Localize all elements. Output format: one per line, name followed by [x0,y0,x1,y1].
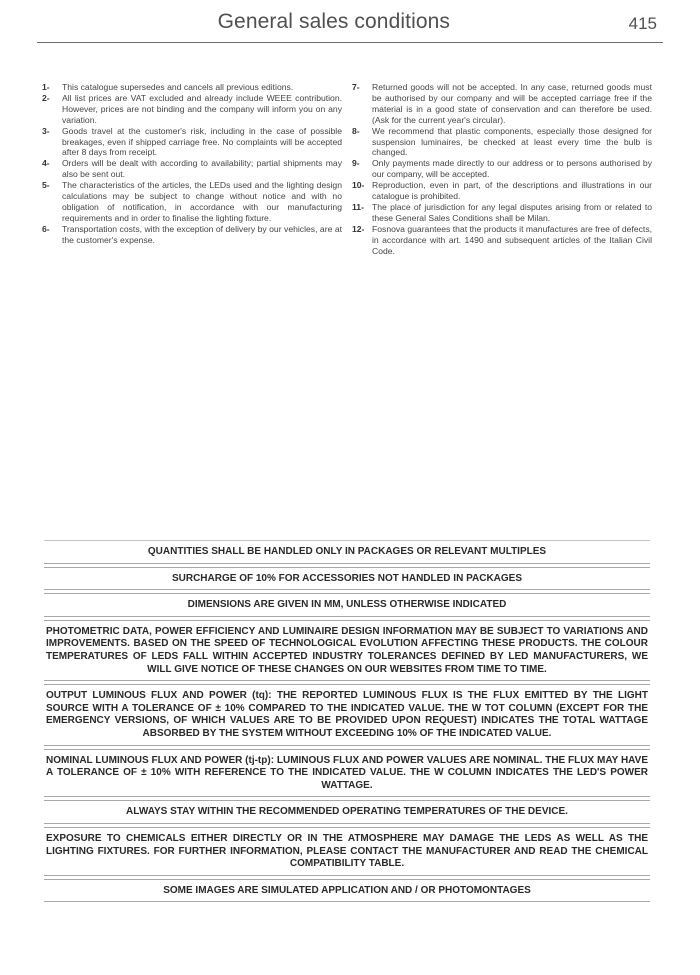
condition-text: Goods travel at the customer's risk, including in the case of possible breakages, even if shipped carriage free. No complaints will be accepted after 8 days from receipt. [62,125,342,158]
condition-number: 2- [42,92,50,103]
condition-item [42,126,342,159]
condition-item [42,224,342,246]
notice-simulated-images: SOME IMAGES ARE SIMULATED APPLICATION AND / OR PHOTOMONTAGES [44,879,650,903]
condition-text: Returned goods will not be accepted. In any case, returned goods must be authorised by our company and will be accepted carriage free if the material is in a good state of conservation and can therefore be used. (Ask for the current year's circular). [372,82,652,125]
condition-number: 4- [42,158,50,169]
condition-item [42,82,342,93]
condition-text: This catalogue supersedes and cancels all previous editions. [62,82,294,92]
notice-nominal-flux: NOMINAL LUMINOUS FLUX AND POWER (tj-tp): LUMINOUS FLUX AND POWER VALUES ARE NOMINAL. THE FLUX MAY HAVE A TOLERANCE OF ± 10% WITH REFERENCE TO THE INDICATED VALUE. THE W COLUMN INDICATES THE LED'S POWER WATTAGE. [44,749,650,798]
condition-item [42,93,342,126]
notice-surcharge: SURCHARGE OF 10% FOR ACCESSORIES NOT HANDLED IN PACKAGES [44,567,650,591]
condition-number: 5- [42,180,50,191]
condition-item [352,126,652,159]
notices-section [44,540,650,905]
condition-item [352,158,652,180]
notice-chemical-exposure: EXPOSURE TO CHEMICALS EITHER DIRECTLY OR IN THE ATMOSPHERE MAY DAMAGE THE LEDS AS WELL AS THE LIGHTING FIXTURES. FOR FURTHER INFORMATION, PLEASE CONTACT THE MANUFACTURER AND READ THE CHEMICAL COMPATIBILITY TABLE. [44,827,650,876]
condition-text: Fosnova guarantees that the products it manufactures are free of defects, in accordance with art. 1490 and subsequent articles of the Italian Civil Code. [372,223,652,256]
notice-photometric-data: PHOTOMETRIC DATA, POWER EFFICIENCY AND LUMINAIRE DESIGN INFORMATION MAY BE SUBJECT TO VARIATIONS AND IMPROVEMENTS. BASED ON THE SPEED OF TECHNOLOGICAL EVOLUTION AFFECTING THESE PRODUCTS. THE COLOUR TEMPERATURES OF LEDS FALL WITHIN ACCEPTED INDUSTRY TOLERANCES DEFINED BY LED MANUFACTURERS, WE WILL GIVE NOTICE OF THESE CHANGES ON OUR WEBSITES FROM TIME TO TIME. [44,620,650,681]
condition-number: 8- [352,125,360,136]
notice-operating-temperatures: ALWAYS STAY WITHIN THE RECOMMENDED OPERATING TEMPERATURES OF THE DEVICE. [44,800,650,824]
notice-packages: QUANTITIES SHALL BE HANDLED ONLY IN PACKAGES OR RELEVANT MULTIPLES [44,540,650,564]
condition-number: 6- [42,223,50,234]
page-header [37,0,663,43]
condition-text: We recommend that plastic components, especially those designed for suspension luminaires, be checked at least every time the bulb is changed. [372,125,652,158]
condition-item [42,180,342,224]
condition-item [352,224,652,257]
condition-number: 3- [42,125,50,136]
condition-number: 11- [352,201,364,212]
notice-dimensions: DIMENSIONS ARE GIVEN IN MM, UNLESS OTHERWISE INDICATED [44,593,650,617]
condition-text: Only payments made directly to our address or to persons authorised by our company, will be accepted. [372,158,652,180]
notice-output-flux: OUTPUT LUMINOUS FLUX AND POWER (tq): THE REPORTED LUMINOUS FLUX IS THE FLUX EMITTED BY THE LIGHT SOURCE WITH A TOLERANCE OF ± 10% COMPARED TO THE INDICATED VALUE. THE W TOT COLUMN (EXCEPT FOR THE EMERGENCY VERSIONS, OF WHICH VALUES ARE TO BE PROVIDED UPON REQUEST) INDICATES THE TOTAL WATTAGE ABSORBED BY THE SYSTEM WITHOUT EXCEEDING 10% OF THE INDICATED VALUE. [44,684,650,745]
condition-text: The place of jurisdiction for any legal disputes arising from or related to these General Sales Conditions shall be Milan. [372,201,652,223]
condition-number: 12- [352,223,365,234]
page-title: General sales conditions [217,10,450,33]
condition-text: All list prices are VAT excluded and already include WEEE contribution. However, prices are not binding and the company will inform you on any variation. [62,92,342,125]
condition-item [352,82,652,126]
conditions-column-right [352,82,652,257]
condition-number: 7- [352,82,360,92]
page-number: 415 [628,14,657,33]
condition-number: 9- [352,158,360,169]
conditions-column-left [42,82,342,246]
condition-item [352,202,652,224]
condition-item [352,180,652,202]
condition-number: 10- [352,180,365,191]
condition-text: Reproduction, even in part, of the descriptions and illustrations in our catalogue is prohibited. [372,180,652,202]
condition-text: Transportation costs, with the exception of delivery by our vehicles, are at the customer's expense. [62,223,342,245]
condition-text: The characteristics of the articles, the LEDs used and the lighting design calculations may be subject to change without notice and with no obligation of notification, in accordance with our manufacturing requirements and in order to finalise the lighting fixture. [62,180,342,223]
condition-number: 1- [42,82,50,92]
condition-text: Orders will be dealt with according to availability; partial shipments may also be sent out. [62,158,342,180]
condition-item [42,158,342,180]
